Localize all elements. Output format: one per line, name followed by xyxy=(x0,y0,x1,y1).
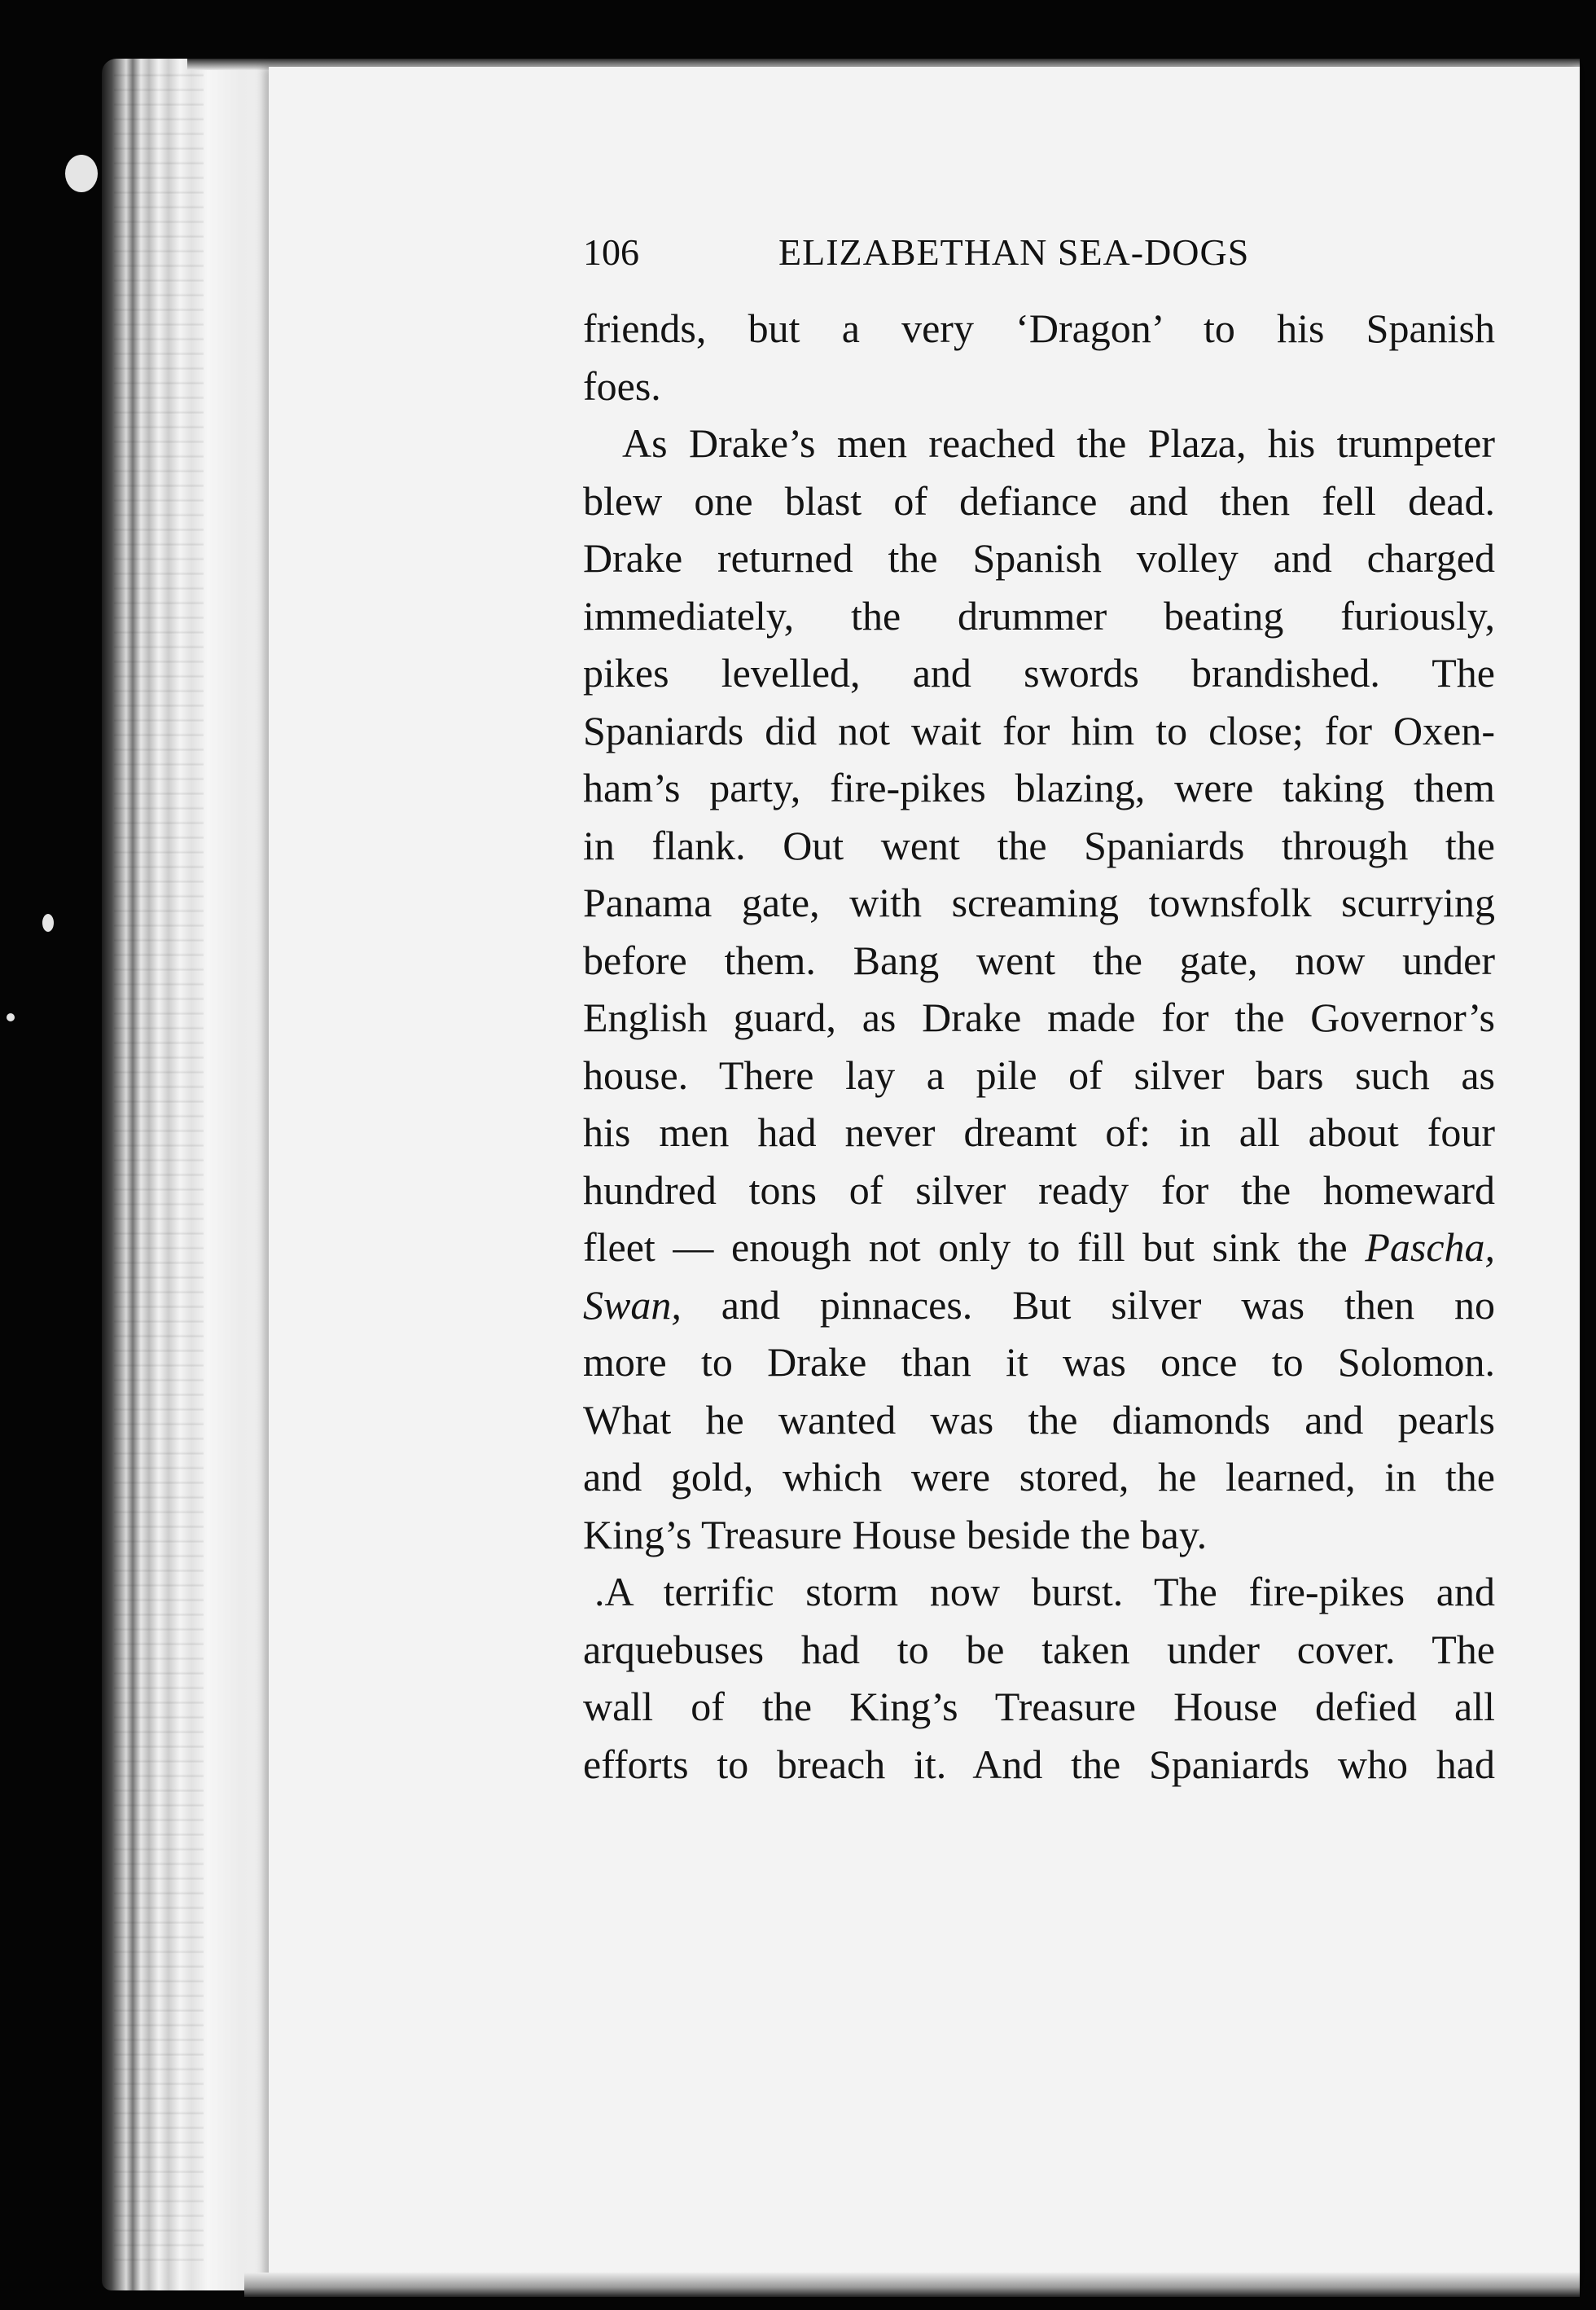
text-line: in flank. Out went the Spaniards through the xyxy=(583,822,1495,868)
text-line: efforts to breach it. And the Spaniards who had xyxy=(583,1741,1495,1787)
text-line: his men had never dreamt of: in all about four xyxy=(583,1109,1495,1155)
running-title: ELIZABETHAN SEA-DOGS xyxy=(778,231,1250,273)
body-text xyxy=(583,300,1495,1793)
text-line: hundred tons of silver ready for the homeward xyxy=(583,1166,1495,1213)
text-line: before them. Bang went the gate, now under xyxy=(583,937,1495,983)
text-line: arquebuses had to be taken under cover. The xyxy=(583,1626,1495,1672)
text-line: and gold, which were stored, he learned, in the xyxy=(583,1454,1495,1500)
text-line: wall of the King’s Treasure House defied all xyxy=(583,1684,1495,1729)
text-line: immediately, the drummer beating furiously, xyxy=(583,592,1495,639)
text-line: more to Drake than it was once to Solomon. xyxy=(583,1339,1495,1385)
text-line: foes. xyxy=(583,362,661,409)
text-line: Panama gate, with screaming townsfolk scurrying xyxy=(583,880,1495,925)
text-line: house. There lay a pile of silver bars such as xyxy=(583,1052,1495,1098)
text-line: ham’s party, fire-pikes blazing, were taking them xyxy=(583,765,1495,810)
text-line: King’s Treasure House beside the bay. xyxy=(583,1511,1208,1557)
text-line: pikes levelled, and swords brandished. The xyxy=(583,650,1495,696)
text-line: Spaniards did not wait for him to close; for Oxen- xyxy=(583,707,1495,753)
text-line: What he wanted was the diamonds and pearls xyxy=(583,1396,1495,1443)
text-line-with-italic xyxy=(583,1219,1495,1276)
text-segment: and pinnaces. But silver was then no xyxy=(721,1281,1495,1328)
text-line: friends, but a very ‘Dragon’ to his Spanish xyxy=(583,305,1495,351)
running-head xyxy=(583,231,1304,283)
scan-speck xyxy=(65,155,98,192)
text-segment: fleet — enough not only to fill but sink the xyxy=(583,1224,1348,1270)
italic-ship-name: Pascha, xyxy=(1365,1224,1496,1270)
text-line: Drake returned the Spanish volley and charged xyxy=(583,535,1495,581)
scan-speck xyxy=(7,1013,15,1021)
page-edge-texture xyxy=(114,73,204,2273)
italic-ship-name: Swan, xyxy=(583,1281,682,1328)
page-number: 106 xyxy=(583,231,639,273)
paragraph-start-line: .A terrific storm now burst. The fire-pikes and xyxy=(594,1569,1495,1614)
page-bottom-edge xyxy=(244,2273,1580,2297)
text-line: English guard, as Drake made for the Governor’s xyxy=(583,995,1495,1040)
paragraph-start-line: As Drake’s men reached the Plaza, his trumpeter xyxy=(622,420,1495,466)
text-line: blew one blast of defiance and then fell dead. xyxy=(583,477,1495,524)
scan-speck xyxy=(42,914,54,932)
text-line-with-italic xyxy=(583,1276,1495,1334)
